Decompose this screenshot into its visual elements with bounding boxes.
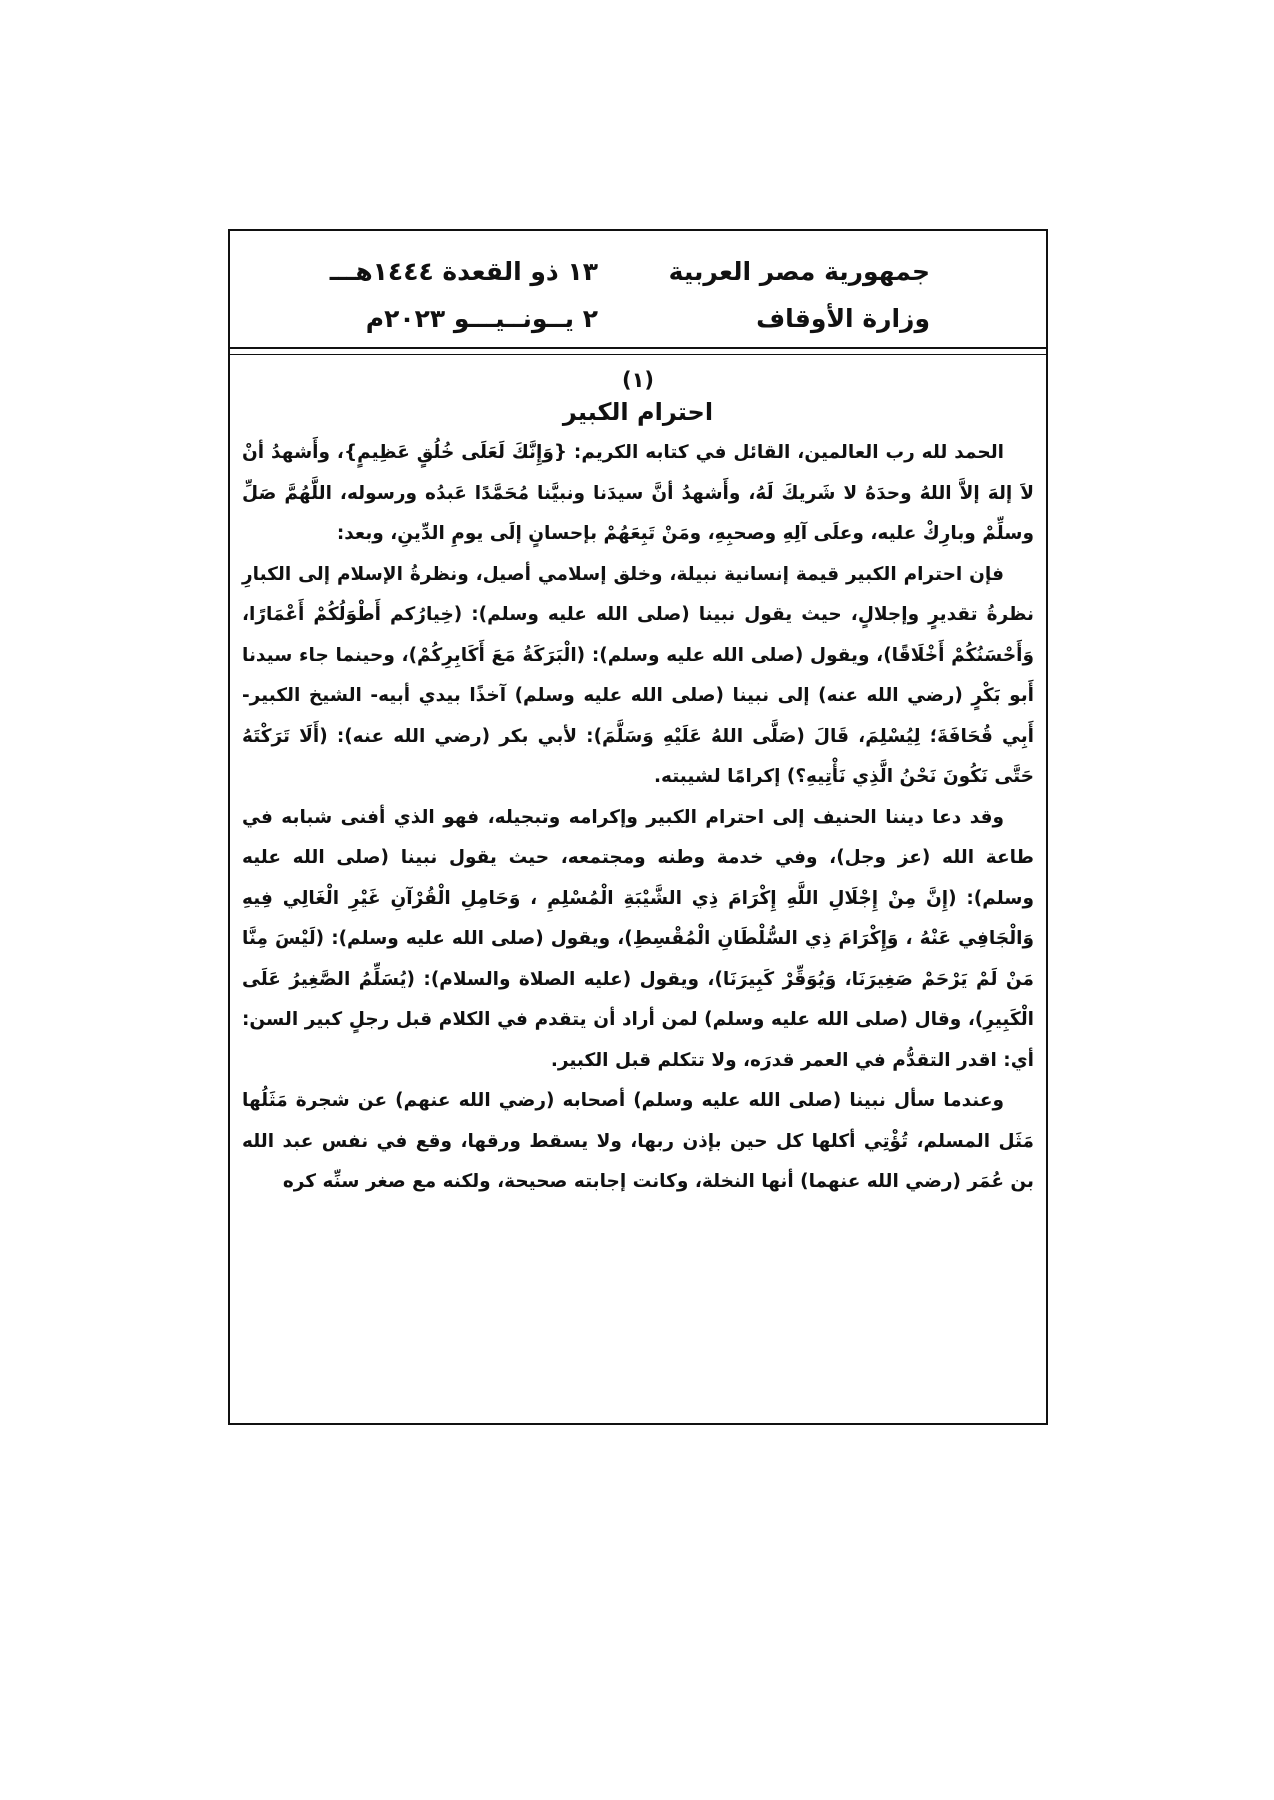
paragraph: فإن احترام الكبير قيمة إنسانية نبيلة، وخلق إسلامي أصيل، ونظرةُ الإسلام إلى الكبارِ نظرةُ تقديرٍ وإجلالٍ، حيث يقول نبينا (صلى الله عليه وسلم): (خِيارُكم أَطْوَلُكُمْ أَعْمَارًا، وَأَحْسَنُكُمْ أَخْلَاقًا)، ويقول (صلى الله عليه وسلم): (الْبَرَكَةُ مَعَ أَكَابِرِكُمْ)، وحينما جاء سيدنا أَبو بَكْرٍ (رضي الله عنه) إلى نبينا (صلى الله عليه وسلم) آخذًا بيدي أبيه- الشيخ الكبير- أَبِي قُحَافَةَ؛ لِيُسْلِمَ، قَالَ (صَلَّى اللهُ عَلَيْهِ وَسَلَّمَ): لأبي بكر (رضي الله عنه): (أَلَا تَرَكْتَهُ حَتَّى نَكُونَ نَحْنُ الَّذِي نَأْتِيهِ؟) إكرامًا لشيبته. (242, 563, 1034, 787)
section-title: احترام الكبير (562, 398, 714, 426)
page-frame (228, 229, 1048, 1425)
hijri-date: ١٣ ذو القعدة ١٤٤٤هـــ (329, 257, 598, 286)
section-number: (١) (621, 368, 655, 392)
paragraph: وعندما سأل نبينا (صلى الله عليه وسلم) أصحابه (رضي الله عنهم) عن شجرة مَثَلُها مَثَل المسلم، تُؤْتِي أكلها كل حين بإذن ربها، ولا يسقط ورقها، وقع في نفس عبد الله بن عُمَر (رضي الله عنهما) أنها النخلة، وكانت إجابته صحيحة، ولكنه مع صغر سنِّه كره (242, 1090, 1034, 1192)
header-divider (230, 354, 1046, 355)
paragraph: وقد دعا ديننا الحنيف إلى احترام الكبير وإكرامه وتبجيله، فهو الذي أفنى شبابه في طاعة الله (عز وجل)، وفي خدمة وطنه ومجتمعه، حيث يقول نبينا (صلى الله عليه وسلم): (إِنَّ مِنْ إِجْلَالِ اللَّهِ إِكْرَامَ ذِي الشَّيْبَةِ الْمُسْلِمِ ، وَحَامِلِ الْقُرْآنِ غَيْرِ الْغَالِي فِيهِ وَالْجَافِي عَنْهُ ، وَإِكْرَامَ ذِي السُّلْطَانِ الْمُقْسِطِ)، ويقول (صلى الله عليه وسلم): (لَيْسَ مِنَّا مَنْ لَمْ يَرْحَمْ صَغِيرَنَا، وَيُوَقِّرْ كَبِيرَنَا)، ويقول (عليه الصلاة والسلام): (يُسَلِّمُ الصَّغِيرُ عَلَى الْكَبِيرِ)، وقال (صلى الله عليه وسلم) لمن أراد أن يتقدم في الكلام قبل رجلٍ كبير السن: أي: اقدر التقدُّم في العمر قدرَه، ولا تتكلم قبل الكبير. (242, 806, 1034, 1071)
paragraph-list (236, 433, 1040, 1203)
gregorian-date: ٢ يــونــيـــو ٢٠٢٣م (365, 304, 598, 333)
country-name: جمهورية مصر العربية (668, 257, 930, 286)
document-header (230, 231, 1046, 349)
paragraph: الحمد لله رب العالمين، القائل في كتابه الكريم: {وَإِنَّكَ لَعَلَى خُلُقٍ عَظِيمٍ}، وأَشهدُ أنْ لاَ إلهَ إلاَّ اللهُ وحدَهُ لا شَريكَ لَهُ، وأَشهدُ أنَّ سيدَنا ونبيَّنا مُحَمَّدًا عَبدُه ورسوله، اللَّهُمَّ صَلِّ وسلِّمْ وبارِكْ عليه، وعلَى آلِهِ وصحبِهِ، ومَنْ تَبِعَهُمْ بإحسانٍ إلَى يومِ الدِّينِ، وبعد: (242, 442, 1034, 544)
ministry-name: وزارة الأوقاف (756, 304, 930, 333)
sermon-body (236, 361, 1040, 1417)
